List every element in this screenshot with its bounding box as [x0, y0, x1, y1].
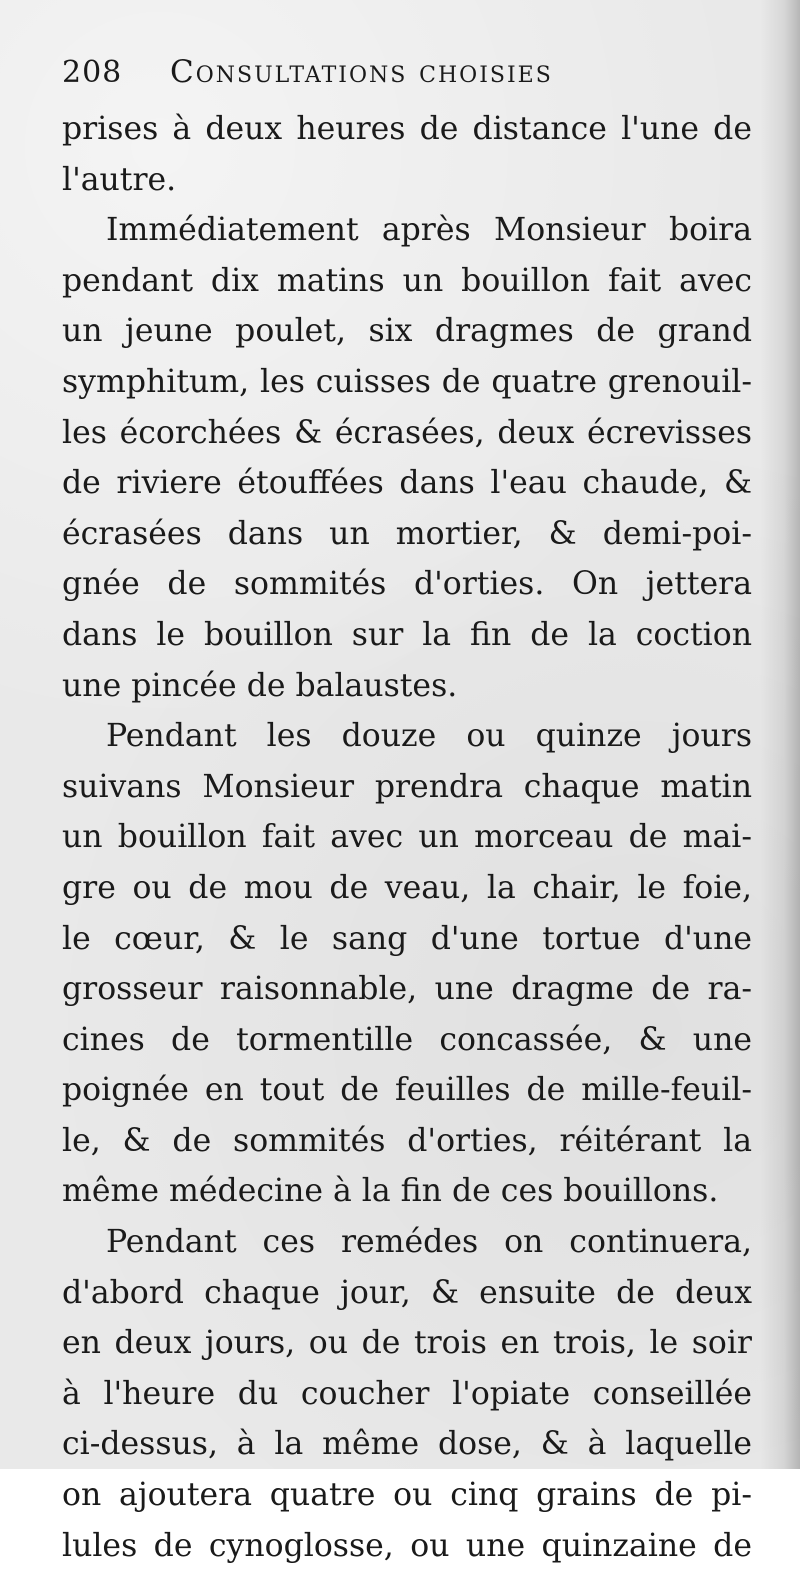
text-line: pendant dix matins un bouillon fait avec	[62, 262, 752, 299]
page-edge-shadow	[760, 0, 800, 1469]
text-line: dans le bouillon sur la fin de la coction	[62, 616, 752, 653]
text-line: suivans Monsieur prendra chaque matin	[62, 768, 752, 805]
text-line: les écorchées & écrasées, deux écrevisses	[62, 414, 752, 451]
text-line: un bouillon fait avec un morceau de mai-	[62, 819, 752, 856]
text-line: même médecine à la fin de ces bouillons.	[62, 1173, 719, 1210]
text-line: d'abord chaque jour, & ensuite de deux	[62, 1274, 752, 1311]
text-line: on ajoutera quatre ou cinq grains de pi-	[62, 1477, 752, 1514]
text-line: symphitum, les cuisses de quatre grenouil-	[62, 363, 752, 400]
text-line: le, & de sommités d'orties, réitérant la	[62, 1122, 752, 1159]
text-line: Pendant les douze ou quinze jours	[106, 718, 752, 755]
text-line: poignée en tout de feuilles de mille-feuil-	[62, 1072, 752, 1109]
body-text	[62, 104, 752, 1571]
text-line: l'autre.	[62, 161, 177, 198]
text-line: gnée de sommités d'orties. On jettera	[62, 566, 752, 603]
text-line: cines de tormentille concassée, & une	[62, 1021, 752, 1058]
text-line: le cœur, & le sang d'une tortue d'une	[62, 920, 752, 957]
text-line: prises à deux heures de distance l'une de	[62, 111, 752, 147]
text-line: ci-dessus, à la même dose, & à laquelle	[62, 1426, 752, 1463]
text-block	[62, 54, 752, 1571]
page-number: 208	[62, 55, 123, 90]
text-line: Immédiatement après Monsieur boira	[106, 212, 752, 249]
text-line: un jeune poulet, six dragmes de grand	[62, 313, 752, 350]
running-title: Consultations choisies	[170, 54, 553, 90]
text-line: une pincée de balaustes.	[62, 667, 458, 704]
text-line: de riviere étouffées dans l'eau chaude, &	[62, 465, 752, 502]
text-line: en deux jours, ou de trois en trois, le soir	[62, 1325, 752, 1362]
text-line: Pendant ces remédes on continuera,	[106, 1224, 752, 1261]
text-line: grosseur raisonnable, une dragme de ra-	[62, 971, 752, 1008]
text-line: gre ou de mou de veau, la chair, le foie,	[62, 869, 752, 906]
text-line: écrasées dans un mortier, & demi-poi-	[62, 515, 752, 552]
text-line: lules de cynoglosse, ou une quinzaine de	[62, 1527, 752, 1564]
text-line: à l'heure du coucher l'opiate conseillée	[62, 1375, 752, 1412]
running-head	[62, 54, 752, 104]
